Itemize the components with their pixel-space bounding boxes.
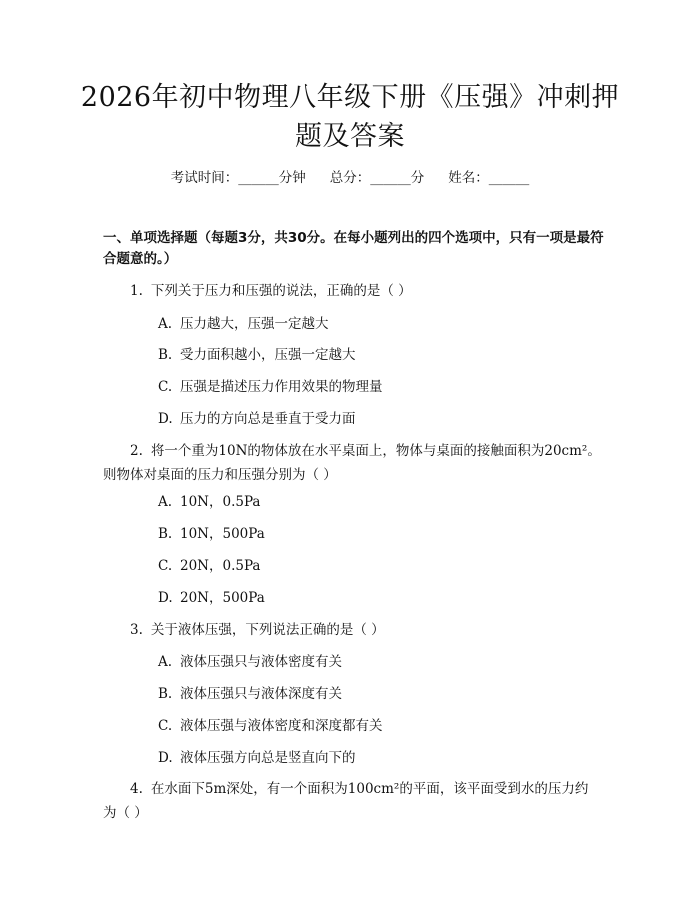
question-3-stem: [130, 618, 610, 642]
question-1-option-c: [158, 377, 383, 397]
option-text: 20N，0.5Pa: [180, 558, 261, 574]
total-score: 总分：______分: [329, 170, 425, 186]
question-1-option-a: [158, 314, 329, 334]
option-letter: A.: [158, 494, 173, 510]
option-letter: D.: [158, 590, 173, 606]
question-text: 下列关于压力和压强的说法，正确的是（ ）: [150, 283, 412, 299]
question-2-option-b: [158, 524, 265, 544]
question-1-option-b: [158, 345, 356, 365]
option-text: 压力的方向总是垂直于受力面: [180, 411, 356, 427]
question-number: 2.: [130, 443, 143, 459]
option-text: 液体压强只与液体深度有关: [180, 686, 342, 702]
option-letter: D.: [158, 750, 173, 766]
question-2-option-c: [158, 556, 261, 576]
question-number: 4.: [130, 781, 143, 797]
option-text: 液体压强与液体密度和深度都有关: [180, 718, 383, 734]
question-1-option-d: [158, 409, 356, 429]
option-text: 液体压强只与液体密度有关: [180, 654, 342, 670]
question-4-stem: [103, 777, 601, 825]
question-number: 1.: [130, 283, 143, 299]
option-text: 20N，500Pa: [180, 590, 265, 606]
student-name: 姓名：______: [448, 170, 530, 186]
option-letter: B.: [158, 526, 173, 542]
option-letter: D.: [158, 411, 173, 427]
question-2-stem: [103, 439, 601, 487]
option-text: 10N，500Pa: [180, 526, 265, 542]
question-2-option-d: [158, 588, 265, 608]
question-3-option-b: [158, 684, 342, 704]
option-letter: B.: [158, 686, 173, 702]
option-text: 压力越大，压强一定越大: [180, 316, 329, 332]
option-text: 压强是描述压力作用效果的物理量: [180, 379, 383, 395]
option-text: 10N，0.5Pa: [180, 494, 261, 510]
option-letter: B.: [158, 347, 173, 363]
exam-time: 考试时间：______分钟: [170, 170, 306, 186]
question-text: 关于液体压强，下列说法正确的是（ ）: [150, 622, 385, 638]
option-text: 液体压强方向总是竖直向下的: [180, 750, 356, 766]
question-number: 3.: [130, 622, 143, 638]
exam-meta: [0, 168, 700, 188]
question-text: 在水面下5m深处，有一个面积为100cm²的平面，该平面受到水的压力约为（ ）: [103, 781, 589, 821]
section-heading: 一、单项选择题（每题3分，共30分。在每小题列出的四个选项中，只有一项是最符合题意的。）: [103, 230, 604, 267]
question-3-option-d: [158, 748, 356, 768]
option-letter: C.: [158, 718, 173, 734]
option-letter: C.: [158, 379, 173, 395]
question-2-option-a: [158, 492, 261, 512]
option-letter: A.: [158, 654, 173, 670]
question-text: 将一个重为10N的物体放在水平桌面上，物体与桌面的接触面积为20cm²。则物体对桌面的压力和压强分别为（ ）: [103, 443, 601, 483]
question-3-option-a: [158, 652, 342, 672]
question-1-stem: [130, 279, 610, 303]
question-3-option-c: [158, 716, 383, 736]
page-title: 2026年初中物理八年级下册《压强》冲刺押题及答案: [80, 82, 620, 152]
option-letter: A.: [158, 316, 173, 332]
option-text: 受力面积越小，压强一定越大: [180, 347, 356, 363]
option-letter: C.: [158, 558, 173, 574]
